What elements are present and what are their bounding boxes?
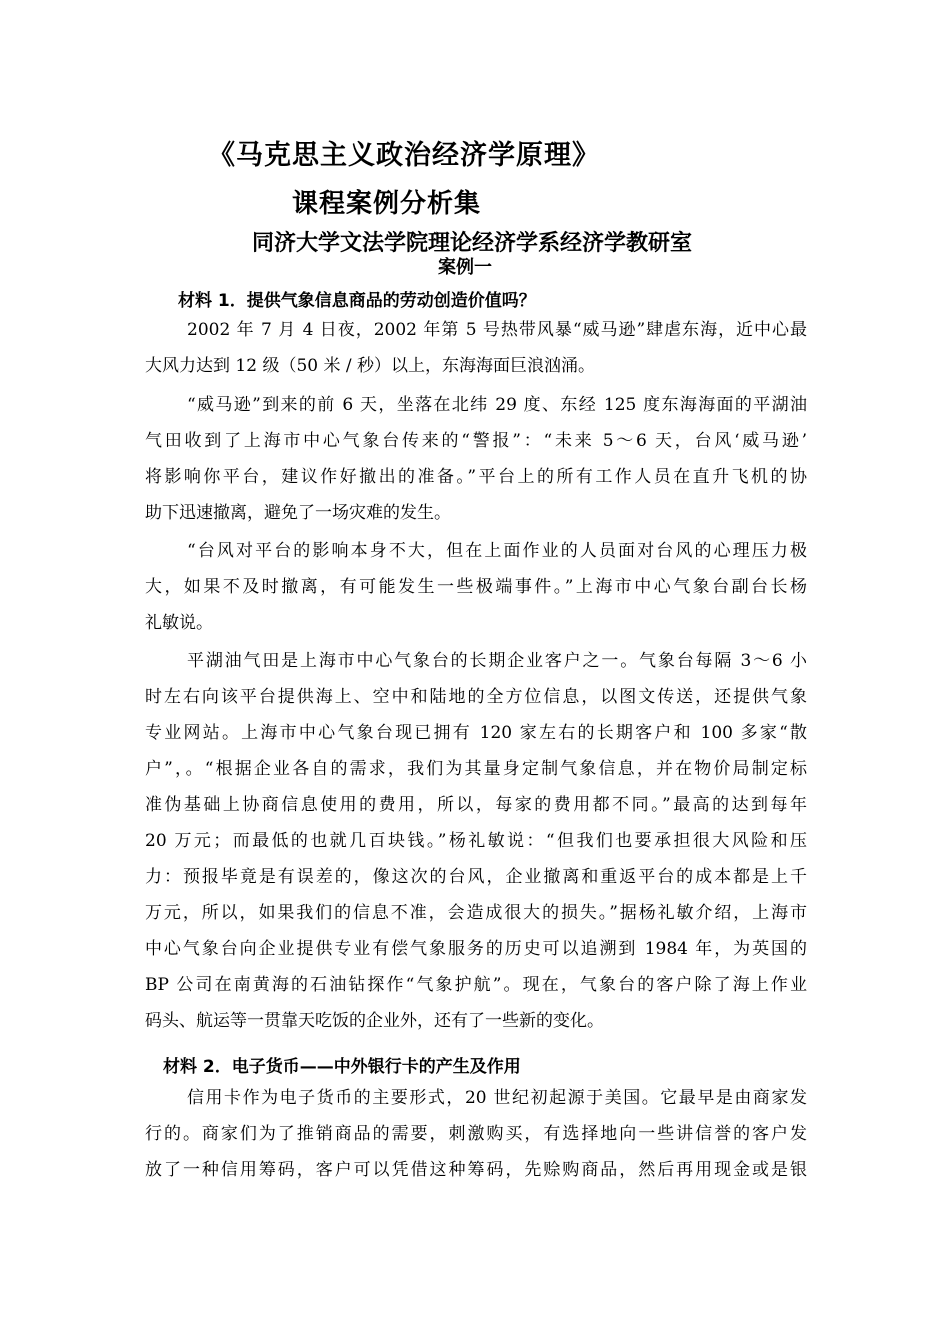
paragraph-line: 码头、航运等一贯靠天吃饭的企业外，还有了一些新的变化。 [145,1011,604,1031]
paragraph-line: 准伪基础上协商信息使用的费用，所以，每家的费用都不同。”最高的达到每年 [145,795,807,815]
paragraph-line: 助下迅速撤离，避免了一场灾难的发生。 [145,503,451,523]
paragraph-line: 户”，。“根据企业各自的需求，我们为其量身定制气象信息，并在物价局制定标 [145,759,807,779]
material-2-heading: 材料 2．电子货币——中外银行卡的产生及作用 [163,1057,521,1077]
organization-name: 同济大学文法学院理论经济学系经济学教研室 [252,231,693,256]
document-subtitle: 课程案例分析集 [292,189,482,219]
case-label: 案例一 [438,257,492,278]
paragraph-line: 礼敏说。 [145,613,213,633]
paragraph-line: 专业网站。上海市中心气象台现已拥有 120 家左右的长期客户和 100 多家“散 [145,723,807,743]
paragraph-line: “台风对平台的影响本身不大，但在上面作业的人员面对台风的心理压力极 [187,541,807,561]
paragraph-line: 中心气象台向企业提供专业有偿气象服务的历史可以追溯到 1984 年，为英国的 [145,939,807,959]
paragraph-line: 大，如果不及时撤离，有可能发生一些极端事件。”上海市中心气象台副台长杨 [145,577,807,597]
paragraph-line: 万元，所以，如果我们的信息不准，会造成很大的损失。”据杨礼敏介绍，上海市 [145,903,807,923]
document-title: 《马克思主义政治经济学原理》 [208,140,600,171]
paragraph-line: 力：预报毕竟是有误差的，像这次的台风，企业撤离和重返平台的成本都是上千 [145,867,807,887]
paragraph-line: 2002 年 7 月 4 日夜，2002 年第 5 号热带风暴“威马逊”肆虐东海，近中心最 [187,320,807,340]
paragraph-line: 信用卡作为电子货币的主要形式，20 世纪初起源于美国。它最早是由商家发 [187,1088,807,1108]
paragraph-line: 气田收到了上海市中心气象台传来的“警报”：“未来 5～6 天，台风‘威马逊’ [145,431,807,451]
paragraph-line: 平湖油气田是上海市中心气象台的长期企业客户之一。气象台每隔 3～6 小 [187,651,807,671]
material-1-heading: 材料 1．提供气象信息商品的劳动创造价值吗？ [178,291,536,311]
paragraph-line: 大风力达到 12 级（50 米 / 秒）以上，东海海面巨浪汹涌。 [145,356,596,376]
paragraph-line: 将影响你平台，建议作好撤出的准备。”平台上的所有工作人员在直升飞机的协 [145,467,807,487]
paragraph-line: 行的。商家们为了推销商品的需要，刺激购买，有选择地向一些讲信誉的客户发 [145,1124,807,1144]
paragraph-line: BP 公司在南黄海的石油钻探作“气象护航”。现在，气象台的客户除了海上作业 [145,975,807,995]
paragraph-line: 时左右向该平台提供海上、空中和陆地的全方位信息，以图文传送，还提供气象 [145,687,807,707]
paragraph-line: 放了一种信用筹码，客户可以凭借这种筹码，先赊购商品，然后再用现金或是银 [145,1160,807,1180]
paragraph-line: “威马逊”到来的前 6 天，坐落在北纬 29 度、东经 125 度东海海面的平湖油 [187,395,807,415]
paragraph-line: 20 万元；而最低的也就几百块钱。”杨礼敏说：“但我们也要承担很大风险和压 [145,831,807,851]
